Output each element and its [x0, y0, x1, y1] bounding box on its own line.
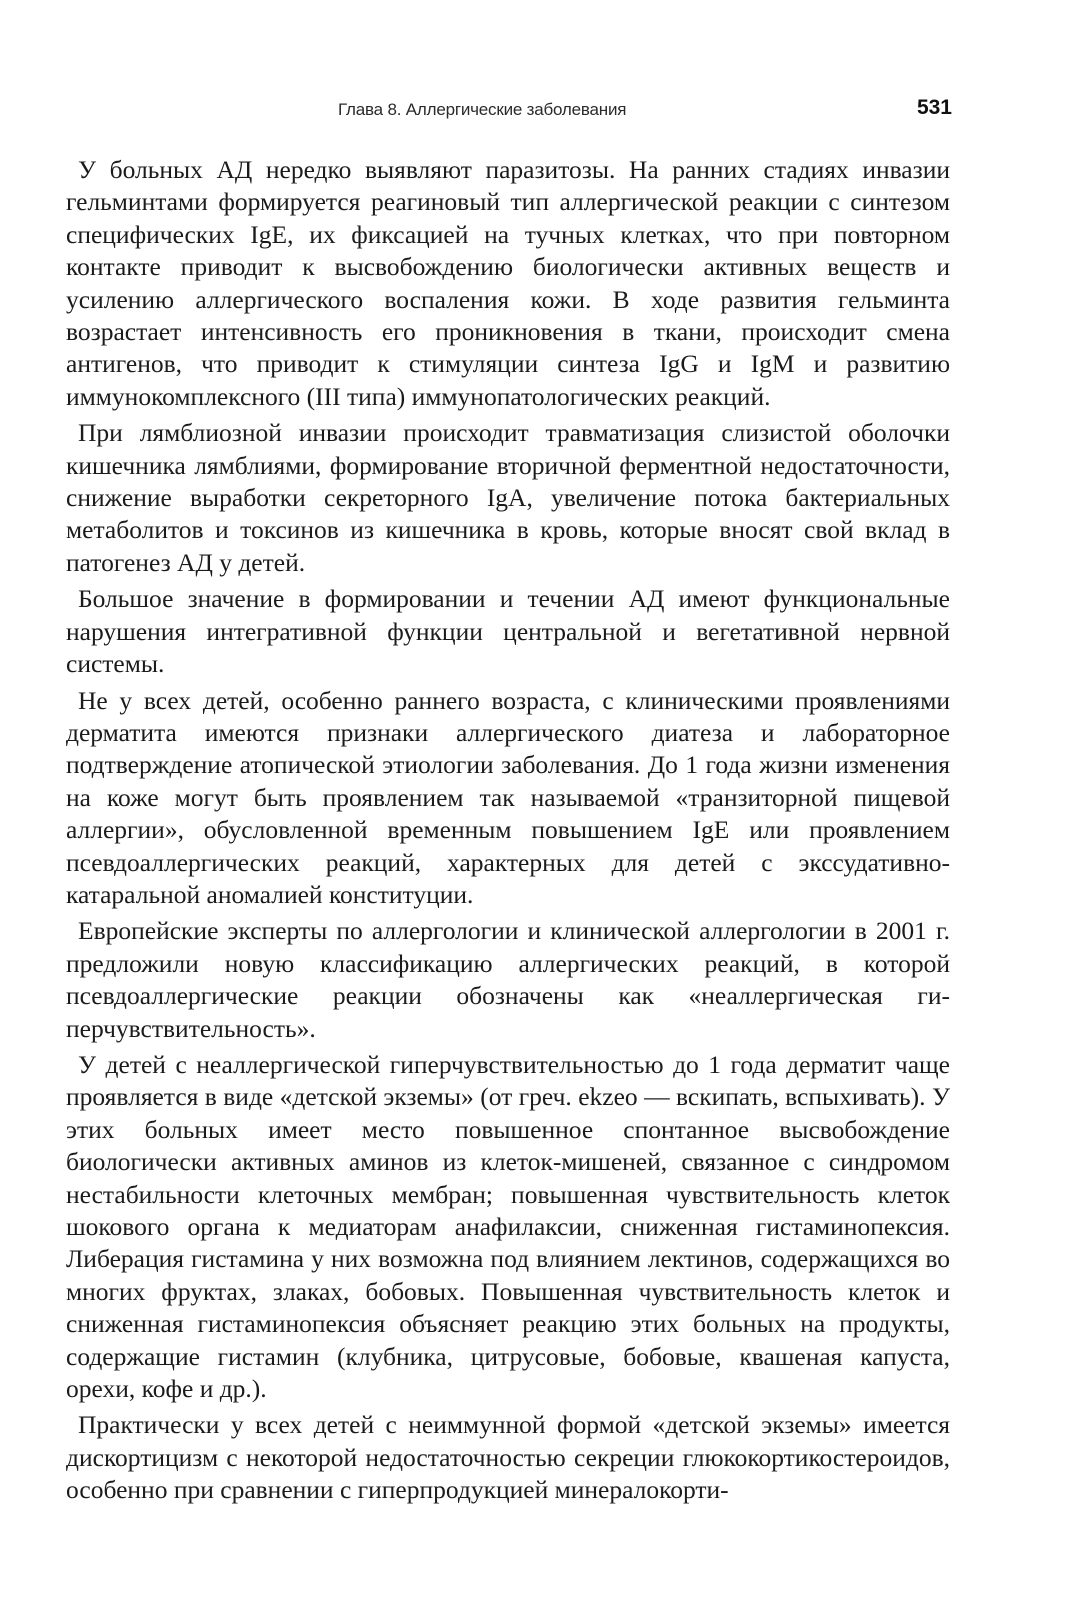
chapter-title: Глава 8. Аллергические заболевания	[338, 100, 627, 119]
paragraph-parasitoses: У больных АД нередко выявляют паразитозы. На ранних стадиях инвазии гельминтами формируется реагиновый тип аллергической реакции с синтезом специфических IgE, их фиксацией на тучных клетках, что при повторном контакте приводит к высвобождению биологически активных веществ и усилению аллергического воспаления кожи. В ходе развития гельминта возрастает интенсивность его проникновения в ткани, происходит смена антигенов, что приводит к стимуляции синтеза IgG и IgM и развитию иммунокомплексного (III типа) иммунопатологических реакций.	[66, 155, 950, 411]
paragraph-giardiasis: При лямблиозной инвазии происходит травматизация слизистой оболочки кишечника лямблиями, формирование вторичной ферментной недостаточности, снижение выработки секреторного IgA, увеличение потока бактериальных метаболитов и токсинов из кишечника в кровь, которые вносят свой вклад в патогенез АД у детей.	[66, 418, 950, 577]
running-header	[66, 96, 950, 130]
paragraph-nervous-system: Большое значение в формировании и течении АД имеют функциональные нарушения интегративной функции центральной и вегетативной нервной системы.	[66, 584, 950, 679]
paragraph-infantile-eczema: У детей с неаллергической гиперчувствительностью до 1 года дерматит чаще проявляется в виде «детской экземы» (от греч. ekzeo — вскипать, вспыхивать). У этих больных имеет место повышенное спонтанное высвобождение биологически активных аминов из клеток-мишеней, связанное с синдромом нестабильности клеточных мембран; повышенная чувствительность клеток шокового органа к медиаторам анафилаксии, сниженная гистаминопексия. Либерация гистамина у них возможна под влиянием лектинов, содержащихся во многих фруктах, злаках, бобовых. Повышенная чувствительность клеток и сниженная гистаминопексия объясняет реакцию этих больных на продукты, содержащие гистамин (клубника, цитрусовые, бобовые, квашеная капуста, орехи, кофе и др.).	[66, 1049, 950, 1404]
paragraph-discorticism: Практически у всех детей с неиммунной формой «детской экземы» имеется дискортицизм с некоторой недостаточностью секреции глюкокортикостероидов, особенно при сравнении с гиперпродукцией минералокорти-	[66, 1410, 950, 1505]
page-number: 531	[916, 96, 952, 119]
paragraph-european-classification: Европейские эксперты по аллергологии и клинической аллергологии в 2001 г. предложили новую классификацию аллергических реакций, в которой псевдоаллергические реакции обозначены как «неаллергическая гиперчувствительность».	[66, 916, 950, 1043]
paragraph-transitory-food-allergy: Не у всех детей, особенно раннего возраста, с клиническими проявлениями дерматита имеются признаки аллергического диатеза и лабораторное подтверждение атопической этиологии заболевания. До 1 года жизни изменения на коже могут быть проявлением так называемой «транзиторной пищевой аллергии», обусловленной временным повышением IgE или проявлением псевдоаллергических реакций, характерных для детей с экссудативно-катаральной аномалией конституции.	[66, 685, 950, 909]
body-text	[66, 154, 950, 1511]
